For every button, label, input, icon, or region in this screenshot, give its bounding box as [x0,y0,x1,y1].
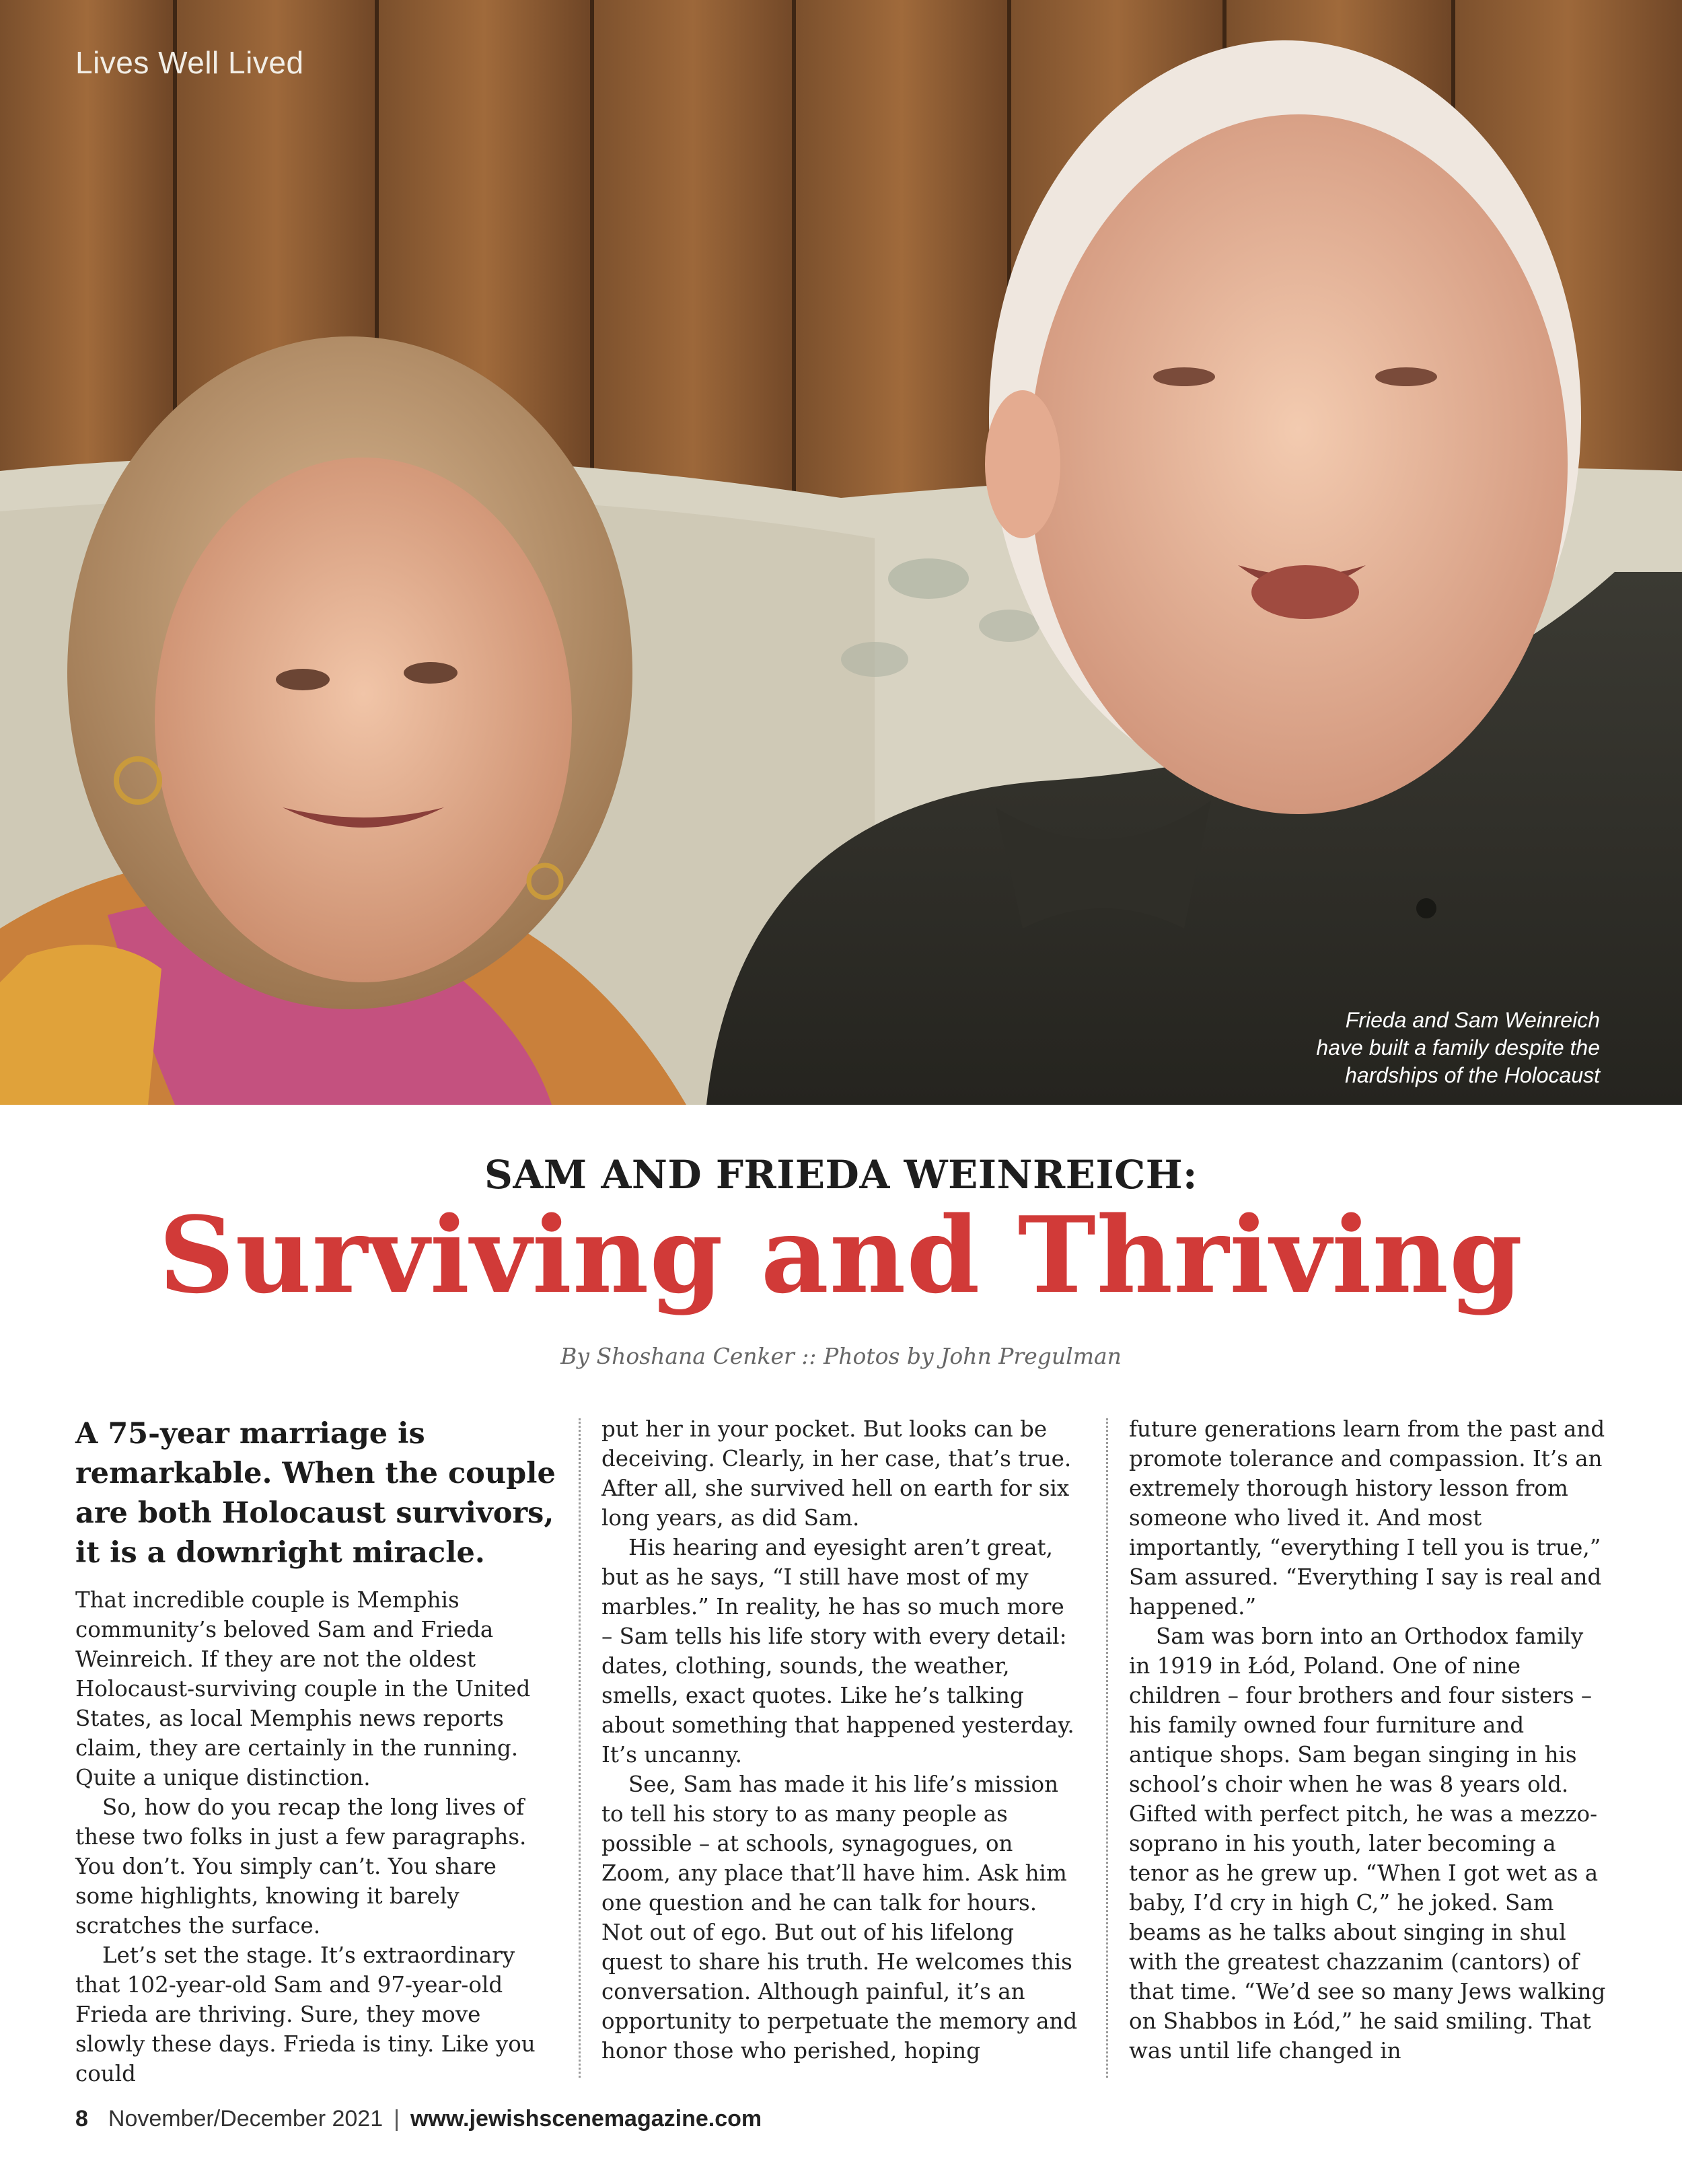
article-lede: A 75-year marriage is remarkable. When the couple are both Holocaust survivors, it is a downright miracle. [75,1417,556,1570]
paragraph: Sam was born into an Orthodox family in 1919 in Łód, Poland. One of nine children – four brothers and four sisters – his family owned four furniture and antique shops. Sam began singing in his school’s choir when he was 8 years old. Gifted with perfect pitch, he was a mezzo-soprano in his youth, later becoming a tenor as he grew up. “When I got wet as a baby, I’d cry in high C,” he joked. Sam beams as he talks about singing in shul with the greatest chazzanim (cantors) of that time. “We’d see so many Jews walking on Shabbos in Łód,” he said smiling. That was until life changed in [1129,1624,1606,2064]
caption-line: have built a family despite the [1316,1035,1600,1060]
issue-date: November/December 2021 [108,2106,383,2132]
paragraph: That incredible couple is Memphis community’s beloved Sam and Frieda Weinreich. If they are not the oldest Holocaust-surviving couple in the United States, as local Memphis news reports claim, they are certainly in the running. Quite a unique distinction. [75,1587,531,1790]
caption-line: Frieda and Sam Weinreich [1345,1008,1600,1032]
section-label: Lives Well Lived [75,45,304,80]
article-byline: By Shoshana Cenker :: Photos by John Pregulman [560,1343,1122,1369]
article-column-2 [601,1414,1082,2066]
column-divider [579,1418,581,2078]
paragraph: His hearing and eyesight aren’t great, but as he says, “I still have most of my marbles.” In reality, he has so much more – Sam tells his life story with every detail: dates, clothing, sounds, the weather, smells, exact quotes. Like he’s talking about something that happened yesterday. It’s uncanny. [601,1535,1074,1768]
page-footer [75,2106,762,2132]
article-column-3 [1129,1414,1609,2066]
photo-caption [1129,1007,1600,1089]
footer-separator: | [394,2106,400,2132]
article-column-1 [75,1414,556,2088]
article-kicker: SAM AND FRIEDA WEINREICH: [484,1152,1198,1198]
caption-line: hardships of the Holocaust [1345,1063,1600,1087]
paragraph: future generations learn from the past and promote tolerance and compassion. It’s an extremely thorough history lesson from someone who lived it. And most importantly, “everything I tell you is true,” Sam assured. “Everything I say is real and happened.” [1129,1416,1605,1619]
paragraph: See, Sam has made it his life’s mission to tell his story to as many people as possible – at schools, synagogues, on Zoom, any place that’ll have him. Ask him one question and he can talk for hours. Not out of ego. But out of his lifelong quest to share his truth. He welcomes this conversation. Although painful, it’s an opportunity to perpetuate the memory and honor those who perished, hoping [601,1772,1078,2064]
page-number: 8 [75,2106,88,2132]
paragraph: put her in your pocket. But looks can be deceiving. Clearly, in her case, that’s true. After all, she survived hell on earth for six long years, as did Sam. [601,1416,1072,1531]
paragraph: So, how do you recap the long lives of these two folks in just a few paragraphs. You don’t. You simply can’t. You share some highlights, knowing it barely scratches the surface. [75,1794,527,1938]
article-headline: Surviving and Thriving [158,1194,1524,1317]
paragraph: Let’s set the stage. It’s extraordinary that 102-year-old Sam and 97-year-old Frieda are thriving. Sure, they move slowly these days. Frieda is tiny. Like you could [75,1942,536,2086]
website-link[interactable]: www.jewishscenemagazine.com [410,2106,762,2132]
column-divider [1106,1418,1108,2078]
